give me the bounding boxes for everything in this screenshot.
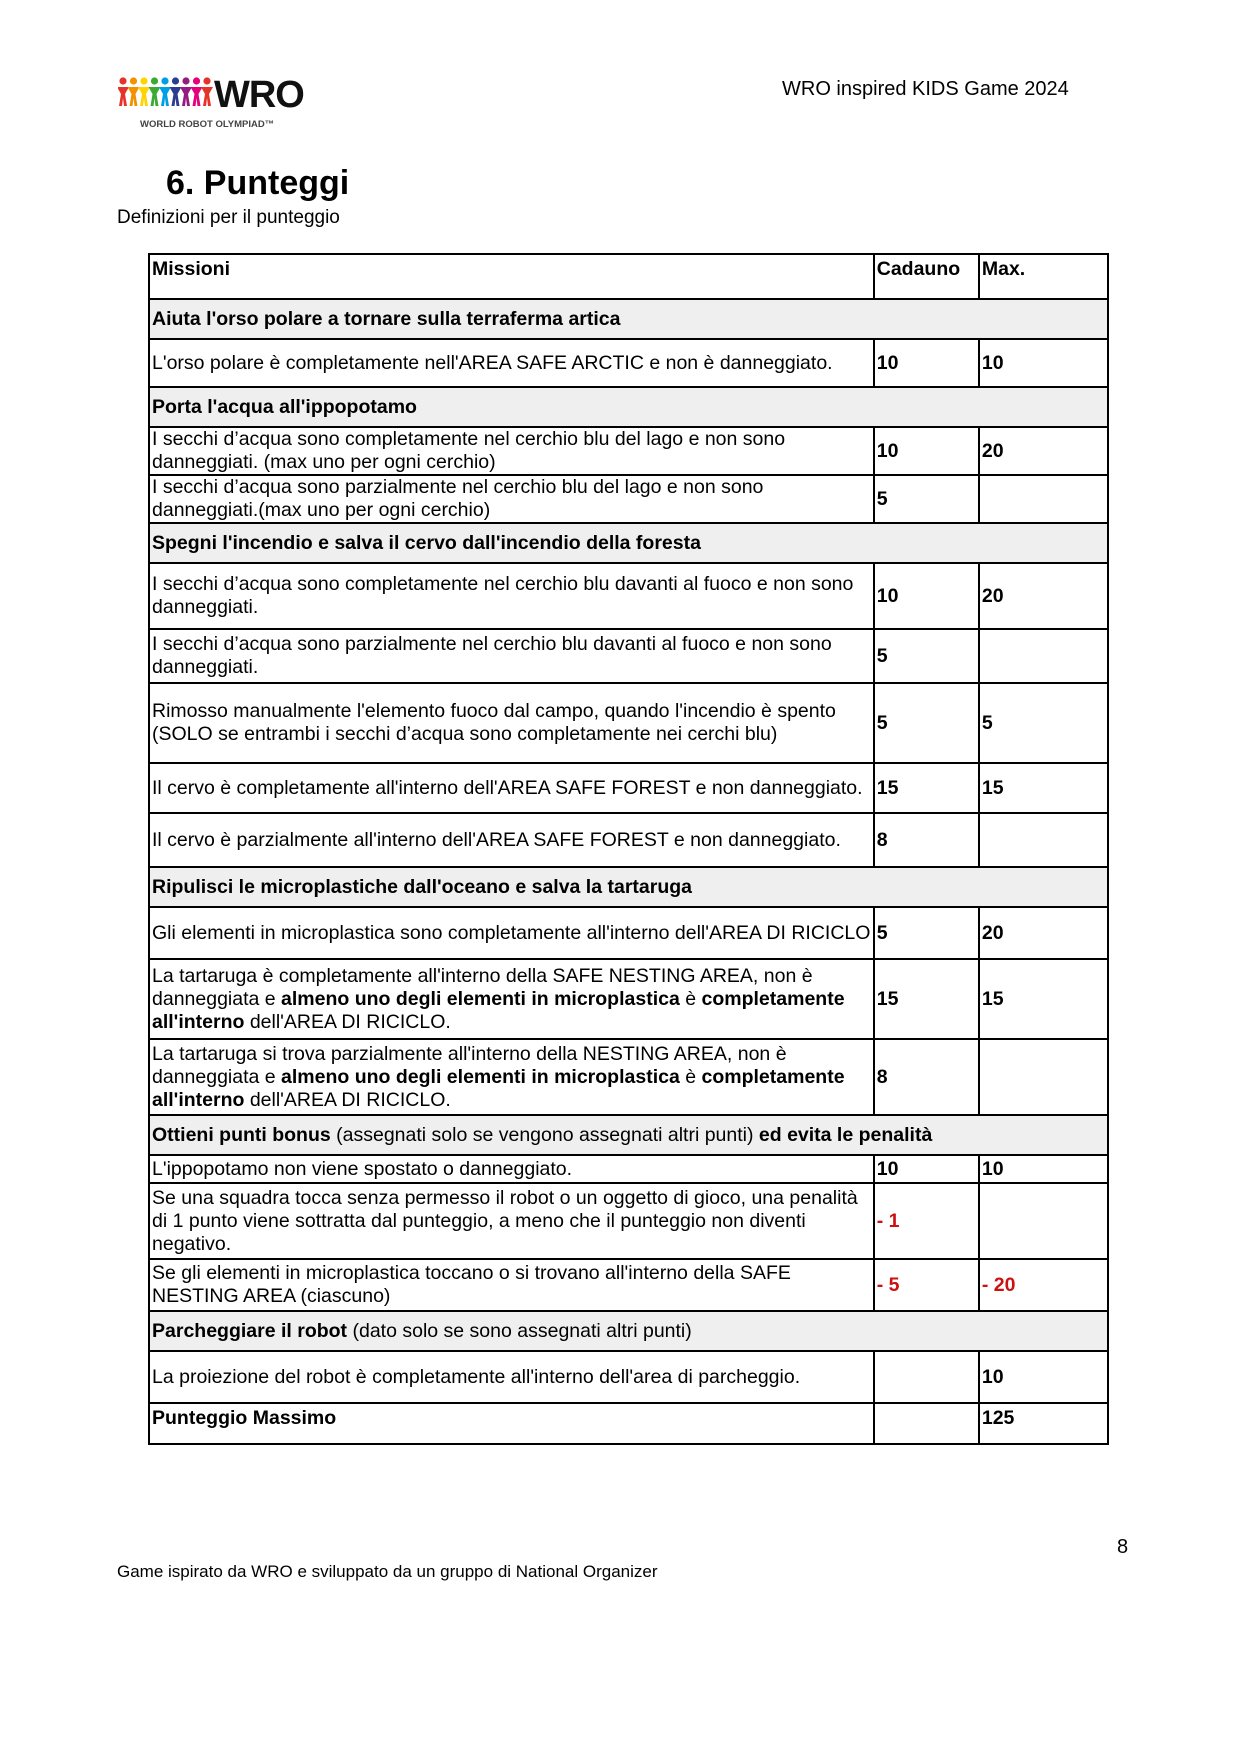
logo-wordmark: WRO [214,74,304,116]
row-max: 15 [979,959,1108,1039]
scoring-table [148,253,1109,1445]
section-parking-note: (dato solo se sono assegnati altri punti) [347,1319,692,1342]
section-polar-bear: Aiuta l'orso polare a tornare sulla terraferma artica [149,299,1108,339]
row-max-penalty: - 20 [979,1259,1108,1311]
section-bonus-bold: Ottieni punti bonus [152,1123,331,1146]
kid-figure [170,77,182,106]
row-each-penalty: - 1 [874,1183,979,1259]
header-missions: Missioni [149,254,874,299]
row-max: 20 [979,427,1108,475]
section-hippo: Porta l'acqua all'ippopotamo [149,387,1108,427]
section-row [149,1311,1108,1351]
row-each: 5 [874,475,979,523]
row-text-part: dell'AREA DI RICICLO. [244,1088,451,1111]
section-parking-bold: Parcheggiare il robot [152,1319,348,1342]
row-max: 15 [979,763,1108,813]
table-row [149,339,1108,387]
row-each: 10 [874,1155,979,1183]
section-row [149,387,1108,427]
row-max [979,629,1108,683]
kid-figure [159,77,171,106]
section-bonus [149,1115,1108,1155]
table-row [149,813,1108,867]
row-each-penalty: - 5 [874,1259,979,1311]
table-row [149,563,1108,629]
section-bonus-bold-2: ed evita le penalità [758,1123,933,1146]
row-max: 20 [979,563,1108,629]
section-fire: Spegni l'incendio e salva il cervo dall'incendio della foresta [149,523,1108,563]
row-each: 10 [874,339,979,387]
footer-text: Game ispirato da WRO e sviluppato da un gruppo di National Organizer [117,1562,658,1581]
row-each: 5 [874,629,979,683]
row-max [979,475,1108,523]
table-row [149,1155,1108,1183]
page-title: 6. Punteggi [166,164,350,202]
section-row [149,867,1108,907]
table-row [149,1183,1108,1259]
section-row [149,523,1108,563]
header-each: Cadauno [874,254,979,299]
logo-subtitle: WORLD ROBOT OLYMPIAD™ [140,119,275,130]
table-row [149,1259,1108,1311]
kid-figure [138,77,150,106]
row-text-part: La tartaruga si trova parzialmente all'interno della NESTING AREA, non è danneggiata e [152,1042,787,1088]
total-label: Punteggio Massimo [149,1403,874,1444]
row-text: Rimosso manualmente l'elemento fuoco dal campo, quando l'incendio è spento (SOLO se entrambi i secchi d’acqua sono completamente nei cerchi blu) [149,683,874,763]
table-row [149,629,1108,683]
row-text-bold: almeno uno degli elementi in microplastica [281,987,680,1010]
row-max [979,1039,1108,1115]
row-text: La proiezione del robot è completamente all'interno dell'area di parcheggio. [149,1351,874,1403]
row-text: L'orso polare è completamente nell'AREA SAFE ARCTIC e non è danneggiato. [149,339,874,387]
row-text: Se una squadra tocca senza permesso il robot o un oggetto di gioco, una penalità di 1 punto viene sottratta dal punteggio, a meno che il punteggio non diventi negativo. [149,1183,874,1259]
row-text: L'ippopotamo non viene spostato o danneggiato. [149,1155,874,1183]
row-each: 5 [874,907,979,959]
section-microplastics: Ripulisci le microplastiche dall'oceano e salva la tartaruga [149,867,1108,907]
row-text: I secchi d’acqua sono completamente nel cerchio blu davanti al fuoco e non sono danneggiati. [149,563,874,629]
section-bonus-note: (assegnati solo se vengono assegnati altri punti) [330,1123,759,1146]
kid-figure [128,77,140,106]
row-text-part: La tartaruga è completamente all'interno della SAFE NESTING AREA, non è danneggiata e [152,964,813,1010]
header-title: WRO inspired KIDS Game 2024 [782,78,1069,100]
total-each [874,1403,979,1444]
row-text: I secchi d’acqua sono parzialmente nel cerchio blu del lago e non sono danneggiati.(max uno per ogni cerchio) [149,475,874,523]
row-text [149,1039,874,1115]
row-max: 5 [979,683,1108,763]
row-each: 8 [874,813,979,867]
table-row [149,763,1108,813]
row-each [874,1351,979,1403]
row-text-part: dell'AREA DI RICICLO. [244,1010,451,1033]
kid-figure [201,77,213,106]
kid-figure [191,77,203,106]
row-max: 10 [979,1351,1108,1403]
page-subtitle: Definizioni per il punteggio [117,207,340,228]
row-each: 10 [874,427,979,475]
table-row [149,475,1108,523]
kid-figure [149,77,161,106]
kid-figure [180,77,192,106]
row-text-bold: almeno uno degli elementi in microplastica [281,1065,680,1088]
row-text: Il cervo è parzialmente all'interno dell'AREA SAFE FOREST e non danneggiato. [149,813,874,867]
row-text: Gli elementi in microplastica sono completamente all'interno dell'AREA DI RICICLO [149,907,874,959]
table-row [149,959,1108,1039]
row-max: 10 [979,1155,1108,1183]
row-each: 5 [874,683,979,763]
row-max: 20 [979,907,1108,959]
row-max [979,1183,1108,1259]
section-row [149,299,1108,339]
row-each: 15 [874,959,979,1039]
page-number: 8 [1117,1536,1129,1558]
row-text-part: è [679,987,702,1010]
row-text: I secchi d’acqua sono completamente nel cerchio blu del lago e non sono danneggiati. (max uno per ogni cerchio) [149,427,874,475]
kid-figure [118,77,129,106]
wro-logo [118,72,328,134]
row-text: Il cervo è completamente all'interno dell'AREA SAFE FOREST e non danneggiato. [149,763,874,813]
row-text-bold: completamente all'interno [152,1065,845,1111]
header-max: Max. [979,254,1108,299]
row-text-bold: completamente all'interno [152,987,845,1033]
row-text-part: è [679,1065,702,1088]
row-each: 10 [874,563,979,629]
table-row [149,1351,1108,1403]
row-each: 8 [874,1039,979,1115]
row-max [979,813,1108,867]
section-parking [149,1311,1108,1351]
kids-figures-icon [118,72,218,118]
section-row [149,1115,1108,1155]
table-header-row [149,254,1108,299]
table-row [149,427,1108,475]
table-row [149,1039,1108,1115]
row-text [149,959,874,1039]
total-row [149,1403,1108,1444]
row-text: Se gli elementi in microplastica toccano o si trovano all'interno della SAFE NESTING AREA (ciascuno) [149,1259,874,1311]
table-row [149,907,1108,959]
row-max: 10 [979,339,1108,387]
total-max: 125 [979,1403,1108,1444]
table-row [149,683,1108,763]
row-each: 15 [874,763,979,813]
row-text: I secchi d’acqua sono parzialmente nel cerchio blu davanti al fuoco e non sono danneggiati. [149,629,874,683]
